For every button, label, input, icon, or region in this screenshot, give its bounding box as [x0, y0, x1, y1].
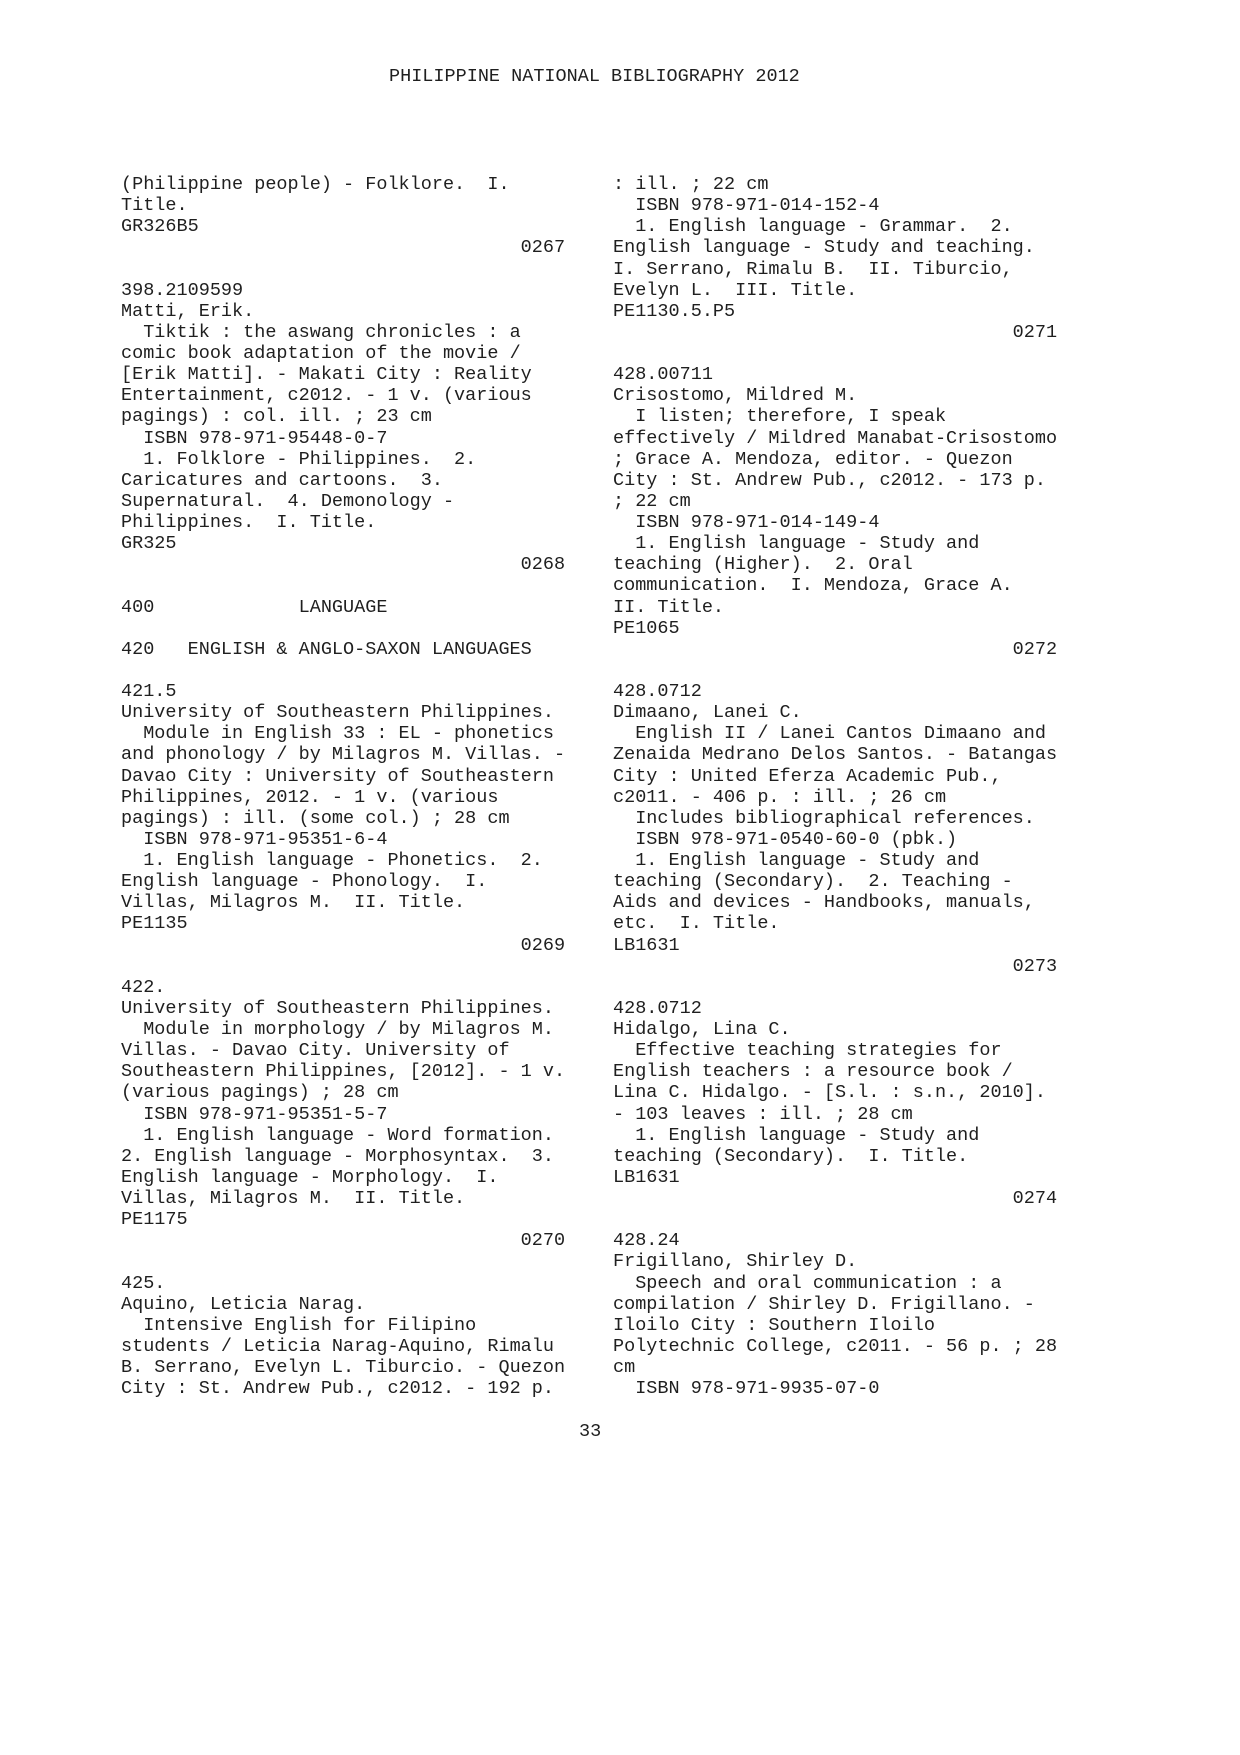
entry-line: 1. Folklore - Philippines. 2. — [121, 448, 477, 470]
entry-line: Zenaida Medrano Delos Santos. - Batangas — [613, 744, 1058, 766]
entry-line: City : St. Andrew Pub., c2012. - 173 p. — [613, 469, 1046, 491]
entry-line: Title. — [121, 195, 188, 217]
entry-line: Matti, Erik. — [121, 300, 255, 322]
page-number: 33 — [579, 1421, 602, 1442]
entry-line: LB1631 — [613, 934, 680, 956]
entry-line: Intensive English for Filipino — [121, 1314, 477, 1336]
entry-line: (Philippine people) - Folklore. I. — [121, 174, 510, 195]
entry-line: Southeastern Philippines, [2012]. - 1 v. — [121, 1061, 566, 1083]
entry-line: (various pagings) ; 28 cm — [121, 1082, 399, 1104]
entry-line: I. Serrano, Rimalu B. II. Tiburcio, — [613, 258, 1013, 280]
entry-line: ; Grace A. Mendoza, editor. - Quezon — [613, 448, 1013, 470]
class-number: 428.00711 — [613, 364, 713, 386]
entry-line: Tiktik : the aswang chronicles : a — [121, 321, 521, 343]
entry-line: Hidalgo, Lina C. — [613, 1019, 791, 1040]
entry-line: 1. English language - Study and — [613, 533, 980, 555]
class-number: 428.0712 — [613, 997, 702, 1019]
entry-line: Davao City : University of Southeastern — [121, 765, 554, 787]
entry-line: English teachers : a resource book / — [613, 1061, 1013, 1083]
entry-line: Evelyn L. III. Title. — [613, 279, 858, 301]
entry-line: 2. English language - Morphosyntax. 3. — [121, 1145, 554, 1167]
record-number: 0268 — [520, 554, 566, 576]
page-header: PHILIPPINE NATIONAL BIBLIOGRAPHY 2012 — [389, 66, 800, 87]
entry-line: B. Serrano, Evelyn L. Tiburcio. - Quezon — [121, 1357, 566, 1378]
entry-line: Supernatural. 4. Demonology - — [121, 490, 455, 512]
entry-line: Module in English 33 : EL - phonetics — [121, 723, 554, 745]
class-number: 428.0712 — [613, 681, 702, 702]
bibliographic-entry — [121, 1273, 565, 1400]
entry-line: English language - Phonology. I. — [121, 871, 488, 893]
entry-line: 1. English language - Word formation. — [121, 1124, 554, 1146]
entry-line: City : St. Andrew Pub., c2012. - 192 p. — [121, 1378, 554, 1400]
entry-line: : ill. ; 22 cm — [613, 174, 769, 195]
entry-line: English II / Lanei Cantos Dimaano and — [613, 723, 1046, 745]
entry-line: Entertainment, c2012. - 1 v. (various — [121, 385, 532, 407]
entry-line: students / Leticia Narag-Aquino, Rimalu — [121, 1335, 554, 1357]
subsection-heading-line — [121, 639, 565, 660]
entry-line: pagings) : col. ill. ; 23 cm — [121, 406, 432, 428]
bibliographic-entry — [613, 681, 1057, 977]
record-number: 0273 — [1012, 955, 1058, 977]
entry-line: Module in morphology / by Milagros M. — [121, 1019, 554, 1040]
entry-line: and phonology / by Milagros M. Villas. - — [121, 744, 566, 766]
entry-line: Villas, Milagros M. II. Title. — [121, 892, 466, 914]
entry-line: Philippines. I. Title. — [121, 512, 377, 533]
left-column — [121, 174, 565, 1399]
entry-line: teaching (Secondary). 2. Teaching - — [613, 871, 1013, 893]
bibliographic-entry — [121, 280, 565, 576]
class-number: 425. — [121, 1272, 166, 1294]
entry-line: comic book adaptation of the movie / — [121, 343, 521, 364]
entry-line: ISBN 978-971-95351-5-7 — [121, 1103, 388, 1125]
entry-line: etc. I. Title. — [613, 913, 780, 935]
entry-line: pagings) : ill. (some col.) ; 28 cm — [121, 807, 510, 829]
record-number: 0267 — [520, 237, 566, 259]
entry-line: ISBN 978-971-95351-6-4 — [121, 828, 388, 850]
entry-line: PE1065 — [613, 617, 680, 639]
entry-line: University of Southeastern Philippines. — [121, 702, 554, 724]
entry-line: 1. English language - Study and — [613, 1124, 980, 1146]
record-number: 0270 — [520, 1230, 566, 1252]
entry-line: Includes bibliographical references. — [613, 807, 1035, 829]
entry-continuation — [613, 174, 1057, 343]
entry-line: English language - Study and teaching. — [613, 237, 1035, 259]
bibliographic-entry — [613, 364, 1057, 660]
subsection-heading — [121, 639, 565, 660]
bibliographic-entry — [613, 998, 1057, 1209]
entry-line: Caricatures and cartoons. 3. — [121, 469, 443, 491]
entry-line: ISBN 978-971-9935-07-0 — [613, 1378, 880, 1400]
entry-line: teaching (Secondary). I. Title. — [613, 1145, 969, 1167]
entry-line: PE1175 — [121, 1209, 188, 1231]
entry-line: Iloilo City : Southern Iloilo — [613, 1314, 935, 1336]
bibliographic-entry — [121, 977, 565, 1252]
subsection-title: ENGLISH & ANGLO-SAXON LANGUAGES — [187, 638, 532, 660]
entry-line: ISBN 978-971-95448-0-7 — [121, 427, 388, 449]
entry-line: Lina C. Hidalgo. - [S.l. : s.n., 2010]. — [613, 1082, 1046, 1104]
entry-line: Crisostomo, Mildred M. — [613, 385, 858, 407]
entry-line: 1. English language - Phonetics. 2. — [121, 850, 543, 871]
class-number: 422. — [121, 976, 166, 998]
entry-line: communication. I. Mendoza, Grace A. — [613, 575, 1013, 597]
entry-line: Aquino, Leticia Narag. — [121, 1293, 366, 1315]
entry-line: teaching (Higher). 2. Oral — [613, 554, 913, 576]
entry-line: Dimaano, Lanei C. — [613, 702, 802, 724]
record-number: 0271 — [1012, 321, 1058, 343]
entry-line: Polytechnic College, c2011. - 56 p. ; 28 — [613, 1335, 1058, 1357]
entry-line: effectively / Mildred Manabat-Crisostomo — [613, 427, 1058, 449]
entry-line: ; 22 cm — [613, 490, 691, 512]
entry-line: ISBN 978-971-0540-60-0 (pbk.) — [613, 828, 958, 850]
record-number: 0274 — [1012, 1188, 1058, 1209]
subsection-code: 420 — [121, 638, 155, 660]
section-heading — [121, 597, 565, 618]
entry-line: GR326B5 — [121, 216, 199, 238]
entry-line: Villas. - Davao City. University of — [121, 1040, 510, 1062]
entry-line: English language - Morphology. I. — [121, 1166, 499, 1188]
class-number: 428.24 — [613, 1230, 680, 1252]
entry-line: Aids and devices - Handbooks, manuals, — [613, 892, 1035, 914]
entry-line: LB1631 — [613, 1166, 680, 1188]
section-code: 400 — [121, 596, 155, 618]
entry-line: c2011. - 406 p. : ill. ; 26 cm — [613, 786, 947, 808]
entry-line: PE1130.5.P5 — [613, 300, 736, 322]
entry-line: Frigillano, Shirley D. — [613, 1251, 858, 1273]
entry-line: PE1135 — [121, 913, 188, 935]
entry-line: Speech and oral communication : a — [613, 1272, 1002, 1294]
entry-line: City : United Eferza Academic Pub., — [613, 765, 1002, 787]
entry-line: ISBN 978-971-014-149-4 — [613, 512, 880, 533]
entry-line: - 103 leaves : ill. ; 28 cm — [613, 1103, 913, 1125]
bibliographic-entry — [121, 681, 565, 956]
entry-line: I listen; therefore, I speak — [613, 406, 947, 428]
class-number: 421.5 — [121, 681, 177, 702]
entry-line: 1. English language - Study and — [613, 850, 980, 871]
class-number: 398.2109599 — [121, 279, 244, 301]
entry-line: II. Title. — [613, 596, 725, 618]
entry-line: ISBN 978-971-014-152-4 — [613, 195, 880, 217]
entry-line: Villas, Milagros M. II. Title. — [121, 1188, 466, 1209]
entry-line: 1. English language - Grammar. 2. — [613, 216, 1013, 238]
entry-line: GR325 — [121, 533, 177, 555]
entry-line: Philippines, 2012. - 1 v. (various — [121, 786, 499, 808]
entry-continuation — [121, 174, 565, 259]
entry-line: cm — [613, 1357, 636, 1378]
bibliographic-entry — [613, 1230, 1057, 1399]
entry-line: Effective teaching strategies for — [613, 1040, 1002, 1062]
right-column — [613, 174, 1057, 1399]
entry-line: compilation / Shirley D. Frigillano. - — [613, 1293, 1035, 1315]
record-number: 0269 — [520, 934, 566, 956]
entry-line: [Erik Matti]. - Makati City : Reality — [121, 364, 532, 386]
entry-line: University of Southeastern Philippines. — [121, 997, 554, 1019]
section-heading-line — [121, 597, 565, 618]
record-number: 0272 — [1012, 638, 1058, 660]
section-title: LANGUAGE — [298, 596, 388, 618]
